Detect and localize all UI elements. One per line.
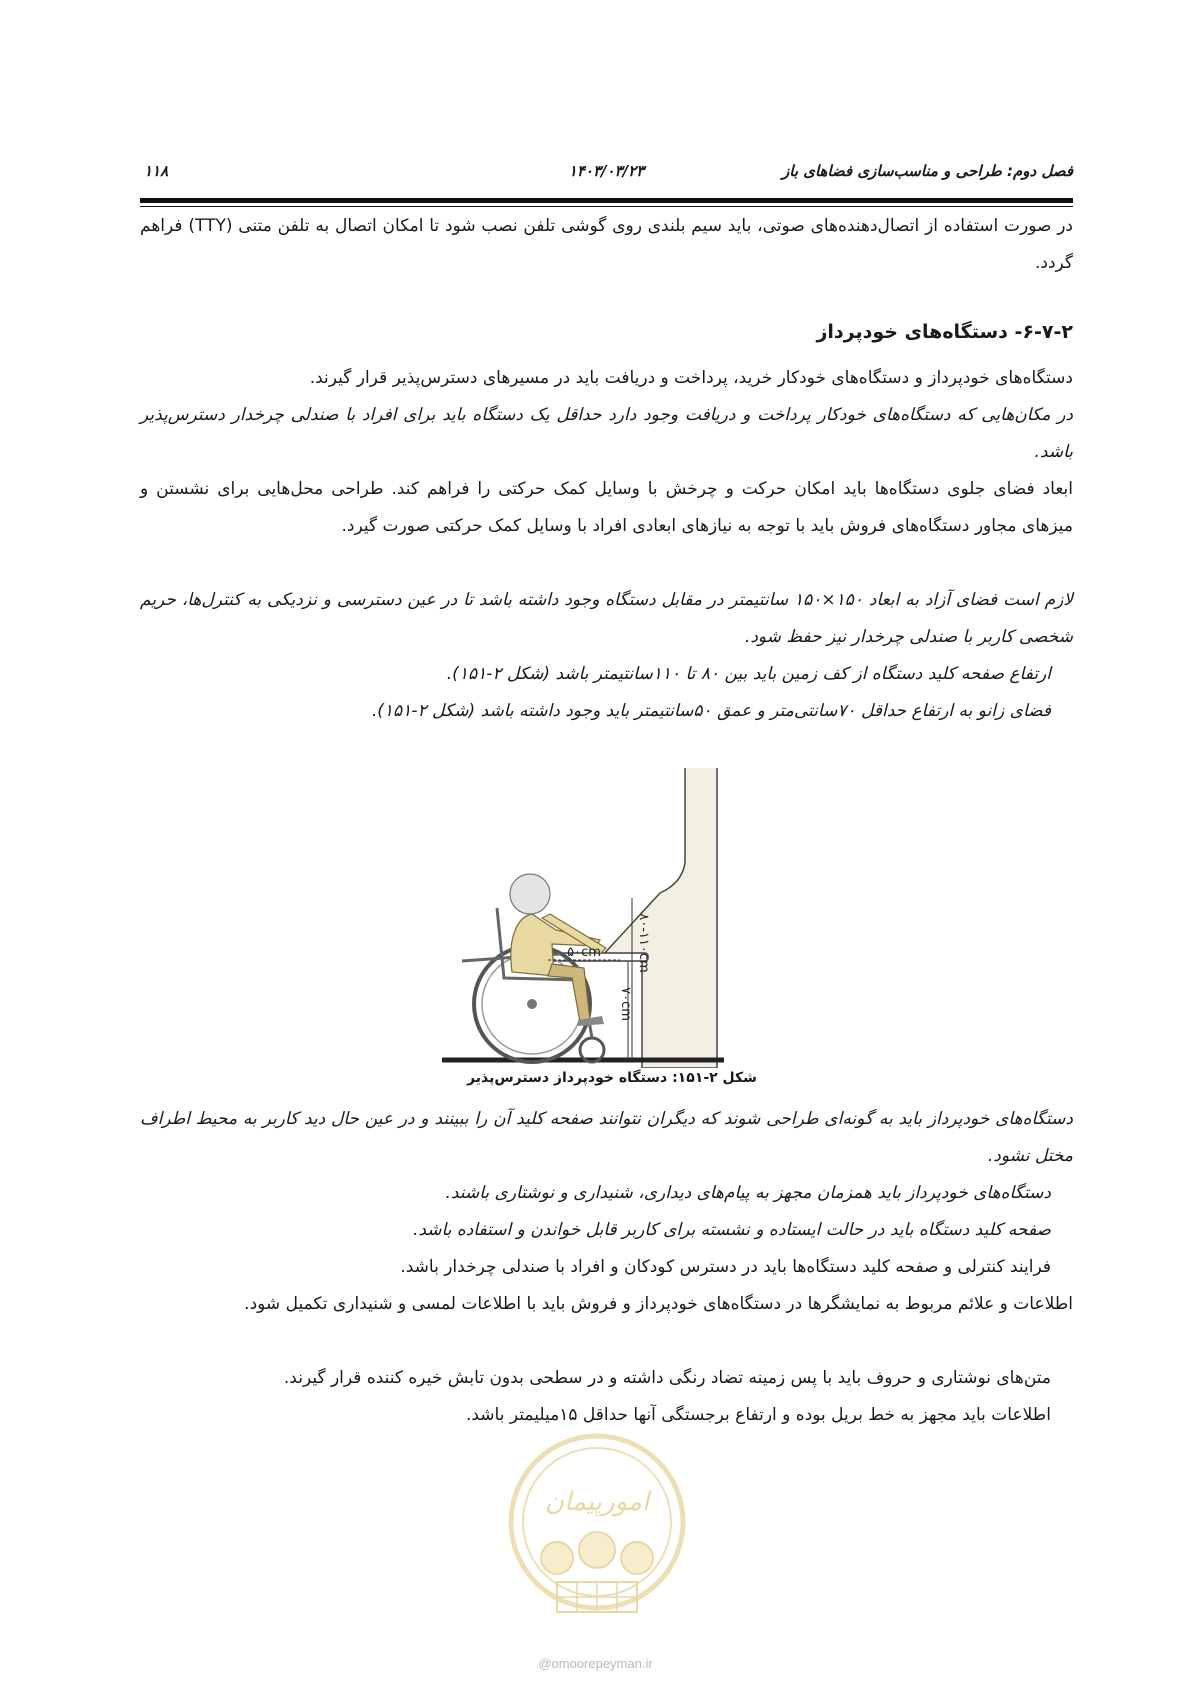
chapter-title: فصل دوم: طراحی و مناسب‌سازی فضاهای باز <box>782 162 1073 180</box>
line-keyboard-readable: صفحه کلید دستگاه باید در حالت ایستاده و نشسته برای کاربر قابل خواندن و استفاده باشد. <box>412 1220 1051 1240</box>
line-keyboard-height: ارتفاع صفحه کلید دستگاه از کف زمین باید بین ۸۰ تا ۱۱۰سانتیمتر باشد (شکل ۲-۱۵۱). <box>446 664 1051 684</box>
logo-person-icon <box>579 1532 615 1568</box>
paragraph-tactile-info: اطلاعات و علائم مربوط به نمایشگرها در دستگاه‌های خودپرداز و فروش باید با اطلاعات لمسی و شنیداری تکمیل شود. <box>244 1294 1073 1314</box>
logo-text: امورپیمان <box>544 1487 650 1517</box>
page-number: ۱۱۸ <box>144 162 169 180</box>
logo-worker-icon <box>621 1542 653 1574</box>
atm-wheelchair-figure <box>442 768 782 1068</box>
depth-label: ۵۰cm <box>567 945 601 960</box>
watermark-logo <box>505 1430 690 1645</box>
line-knee-space: فضای زانو به ارتفاع حداقل ۷۰سانتی‌متر و عمق ۵۰سانتیمتر باید وجود داشته باشد (شکل ۲-۱۵۱). <box>371 701 1051 721</box>
knee-height-label: ۷۰cm <box>618 987 633 1021</box>
paragraph-privacy: دستگاه‌های خودپرداز باید به گونه‌ای طراحی شوند که دیگران نتوانند صفحه کلید آن را ببینند و در عین حال دید کاربر به محیط اطراف مختل نشود. <box>140 1109 1073 1166</box>
person-legs <box>548 964 590 1022</box>
line-multisensory: دستگاه‌های خودپرداز باید همزمان مجهز به پیام‌های دیداری، شنیداری و نوشتاری باشند. <box>445 1183 1051 1203</box>
paragraph-front-space: ابعاد فضای جلوی دستگاه‌ها باید امکان حرکت و چرخش با وسایل کمک حرکتی را فراهم کند. طراحی محل‌هایی برای نشستن و میزهای مجاور دستگاه‌های فروش باید با توجه به نیازهای ابعادی افراد با وسایل کمک حرکتی صورت گیرد. <box>140 479 1073 536</box>
keyboard-height-label: ۸۰-۱۱۰cm <box>636 913 651 973</box>
paragraph-wheelchair-requirement: در مکان‌هایی که دستگاه‌های خودکار پرداخت و دریافت وجود دارد حداقل یک دستگاه باید برای افراد با صندلی چرخدار دسترس‌پذیر باشد. <box>140 405 1073 462</box>
figure-caption: شکل ۲-۱۵۱: دستگاه خودپرداز دسترس‌پذیر <box>467 1070 757 1086</box>
watermark-url: @omoorepeyman.ir <box>538 1656 653 1671</box>
paragraph-clear-space: لازم است فضای آزاد به ابعاد ۱۵۰×۱۵۰ سانتیمتر در مقابل دستگاه وجود داشته باشد تا در عین دسترسی و نزدیکی به کنترل‌ها، حریم شخصی کاربر با صندلی چرخدار نیز حفظ شود. <box>140 590 1073 647</box>
page-header <box>140 158 1073 188</box>
logo-scale-icon <box>541 1542 573 1574</box>
header-rule-thick <box>140 198 1073 203</box>
line-contrast: متن‌های نوشتاری و حروف باید با پس زمینه تضاد رنگی داشته و در سطحی بدون تابش خیره کننده قرار گیرند. <box>283 1368 1051 1388</box>
intro-paragraph: در صورت استفاده از اتصال‌دهنده‌های صوتی، باید سیم بلندی روی گوشی تلفن نصب شود تا امکان اتصال به تلفن متنی (TTY) فراهم گردد. <box>140 216 1074 273</box>
logo-inner-ring <box>523 1448 671 1596</box>
header-rule-thin <box>140 206 1073 207</box>
section-heading: ۶-۷-۲- دستگاه‌های خودپرداز <box>816 321 1073 343</box>
atm-cabinet <box>602 768 717 1068</box>
wheel-hub <box>527 999 537 1009</box>
header-date: ۱۴۰۳/۰۳/۲۳ <box>568 162 645 180</box>
line-braille: اطلاعات باید مجهز به خط بریل بوده و ارتفاع برجستگی آنها حداقل ۱۵میلیمتر باشد. <box>465 1405 1051 1425</box>
paragraph-accessible-routes: دستگاه‌های خودپرداز و دستگاه‌های خودکار خرید، پرداخت و دریافت باید در مسیرهای دسترس‌پذیر قرار گیرند. <box>309 368 1073 388</box>
line-children-access: فرایند کنترلی و صفحه کلید دستگاه‌ها باید در دسترس کودکان و افراد با صندلی چرخدار باشد. <box>400 1257 1051 1277</box>
person-head <box>510 874 550 914</box>
